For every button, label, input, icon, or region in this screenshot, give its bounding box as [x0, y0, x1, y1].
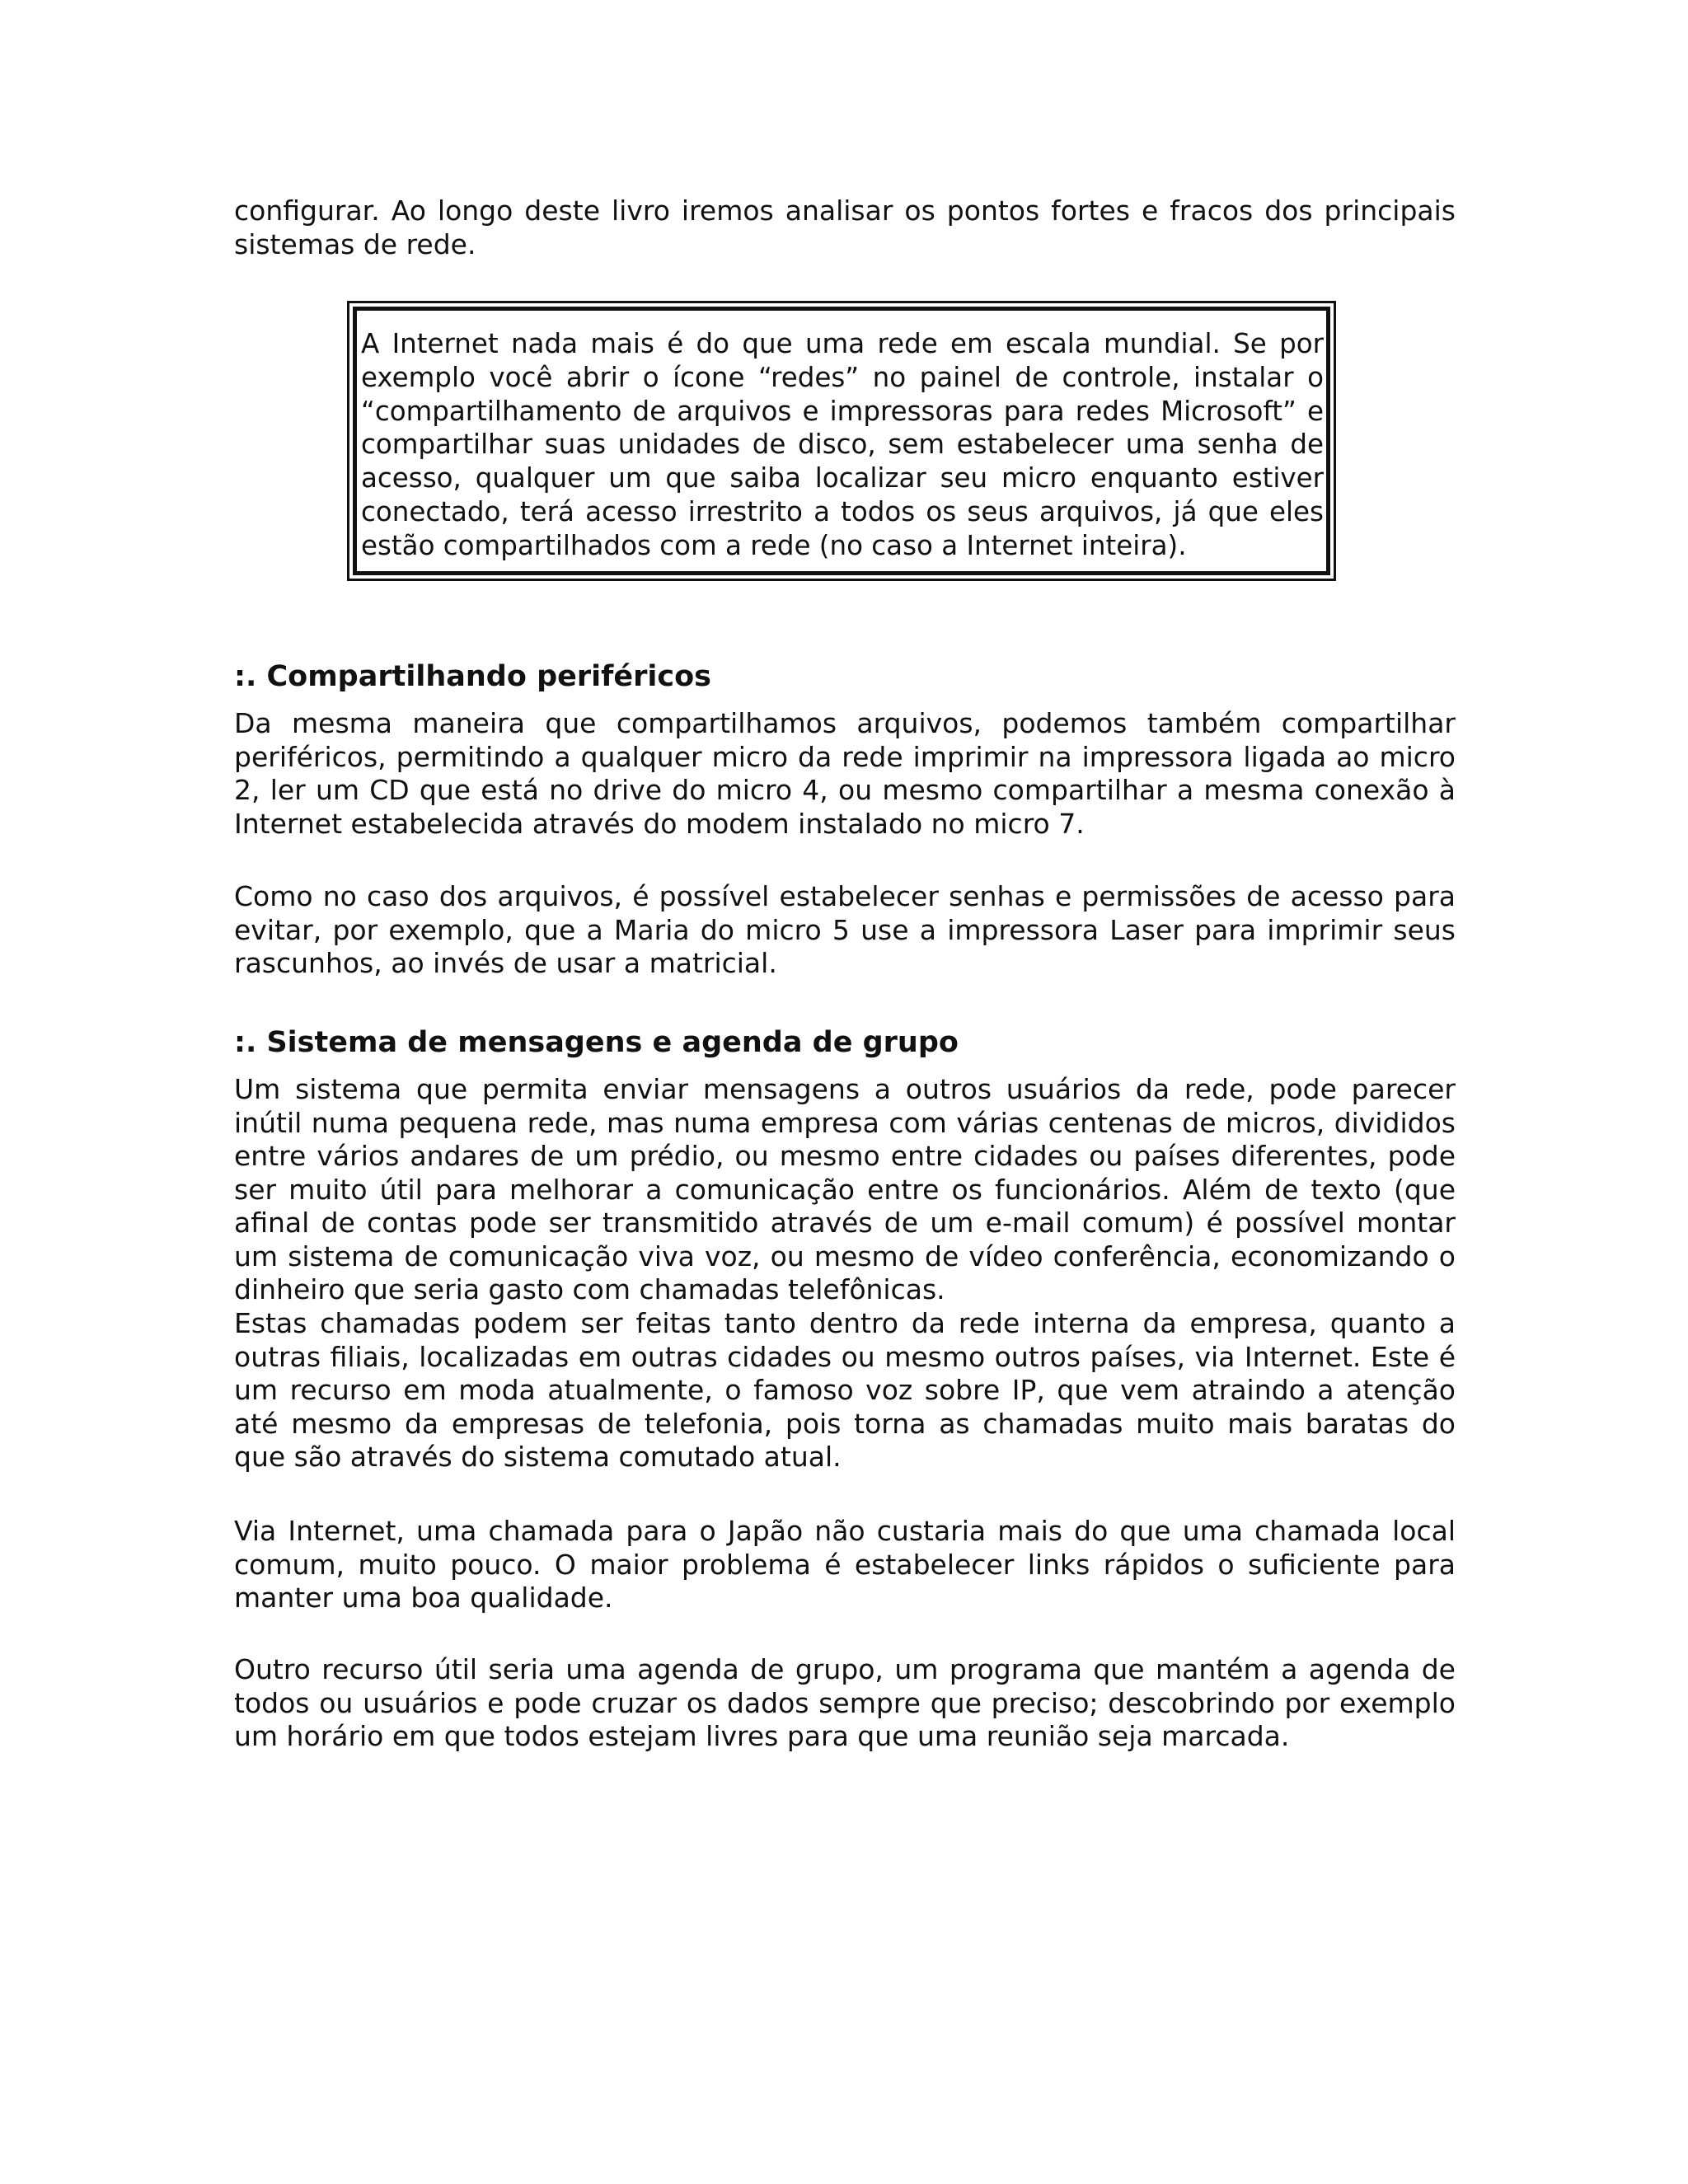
callout-box: [347, 301, 1336, 581]
paragraph-perifericos-2: Como no caso dos arquivos, é possível estabelecer senhas e permissões de acesso para evitar, por exemplo, que a Maria do micro 5 use a impressora Laser para imprimir seus rascunhos, ao invés de usar a matricial.: [234, 880, 1456, 979]
paragraph-perifericos-1: Da mesma maneira que compartilhamos arquivos, podemos também compartilhar periféricos, permitindo a qualquer micro da rede imprimir na impressora ligada ao micro 2, ler um CD que está no drive do micro 4, ou mesmo compartilhar a mesma conexão à Internet estabelecida através do modem instalado no micro 7.: [234, 707, 1456, 840]
section-heading-perifericos: :. Compartilhando periféricos: [234, 660, 711, 693]
intro-paragraph: configurar. Ao longo deste livro iremos analisar os pontos fortes e fracos dos principais sistemas de rede.: [234, 194, 1456, 260]
paragraph-mensagens-3: Via Internet, uma chamada para o Japão não custaria mais do que uma chamada local comum, muito pouco. O maior problema é estabelecer links rápidos o suficiente para manter uma boa qualidade.: [234, 1515, 1456, 1614]
paragraph-mensagens-1: Um sistema que permita enviar mensagens a outros usuários da rede, pode parecer inútil numa pequena rede, mas numa empresa com várias centenas de micros, divididos entre vários andares de um prédio, ou mesmo entre cidades ou países diferentes, pode ser muito útil para melhorar a comunicação entre os funcionários. Além de texto (que afinal de contas pode ser transmitido através de um e-mail comum) é possível montar um sistema de comunicação viva voz, ou mesmo de vídeo conferência, economizando o dinheiro que seria gasto com chamadas telefônicas.: [234, 1073, 1456, 1305]
callout-text: A Internet nada mais é do que uma rede em escala mundial. Se por exemplo você abrir o ícone “redes” no painel de controle, instalar o “compartilhamento de arquivos e impressoras para redes Microsoft” e compartilhar suas unidades de disco, sem estabelecer uma senha de acesso, qualquer um que saiba localizar seu micro enquanto estiver conectado, terá acesso irrestrito a todos os seus arquivos, já que eles estão compartilhados com a rede (no caso a Internet inteira).: [361, 328, 1324, 561]
callout-inner-border: [353, 307, 1330, 575]
section-heading-mensagens: :. Sistema de mensagens e agenda de grupo: [234, 1026, 959, 1059]
paragraph-mensagens-4: Outro recurso útil seria uma agenda de grupo, um programa que mantém a agenda de todos ou usuários e pode cruzar os dados sempre que preciso; descobrindo por exemplo um horário em que todos estejam livres para que uma reunião seja marcada.: [234, 1653, 1456, 1752]
paragraph-mensagens-2: Estas chamadas podem ser feitas tanto dentro da rede interna da empresa, quanto a outras filiais, localizadas em outras cidades ou mesmo outros países, via Internet. Este é um recurso em moda atualmente, o famoso voz sobre IP, que vem atraindo a atenção até mesmo da empresas de telefonia, pois torna as chamadas muito mais baratas do que são através do sistema comutado atual.: [234, 1307, 1456, 1473]
